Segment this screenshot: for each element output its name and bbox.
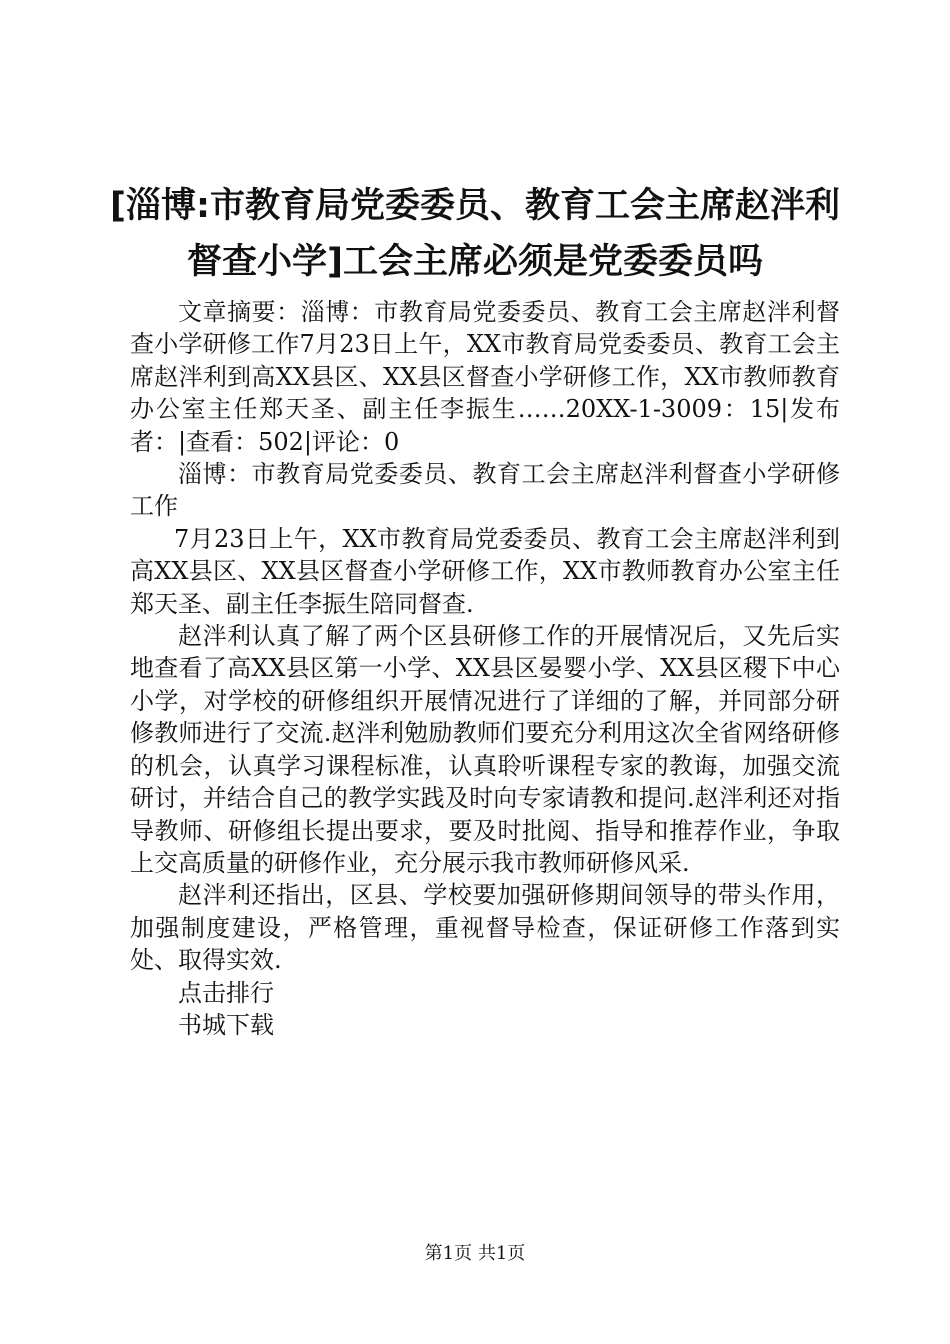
document-title: [淄博:市教育局党委委员、教育工会主席赵泮利督查小学]工会主席必须是党委委员吗 (110, 186, 840, 282)
document-body (130, 296, 840, 1041)
summary-paragraph: 文章摘要：淄博：市教育局党委委员、教育工会主席赵泮利督查小学研修工作7月23日上午，XX市教育局党委委员、教育工会主席赵泮利到高XX县区、XX县区督查小学研修工作，XX市教师教育办公室主任郑天圣、副主任李振生……20XX-1-3009：15|发布者：|查看：502|评论：0 (130, 298, 840, 456)
click-ranking-text: 点击排行 (178, 978, 274, 1007)
body-paragraph: 赵泮利还指出，区县、学校要加强研修期间领导的带头作用，加强制度建设，严格管理，重视督导检查，保证研修工作落到实处、取得实效. (130, 881, 840, 975)
body-paragraph: 赵泮利认真了解了两个区县研修工作的开展情况后，又先后实地查看了高XX县区第一小学、XX县区晏婴小学、XX县区稷下中心小学，对学校的研修组织开展情况进行了详细的了解，并同部分研修教师进行了交流.赵泮利勉励教师们要充分利用这次全省网络研修的机会，认真学习课程标准，认真聆听课程专家的教诲，加强交流研讨，并结合自己的教学实践及时向专家请教和提问.赵泮利还对指导教师、研修组长提出要求，要及时批阅、指导和推荐作业，争取上交高质量的研修作业，充分展示我市教师研修风采. (130, 622, 840, 877)
book-download-text: 书城下载 (178, 1010, 274, 1039)
page-footer: 第1页 共1页 (424, 1243, 526, 1264)
body-paragraph: 7月23日上午，XX市教育局党委委员、教育工会主席赵泮利到高XX县区、XX县区督查小学研修工作，XX市教师教育办公室主任郑天圣、副主任李振生陪同督查. (130, 524, 840, 618)
subheading-paragraph: 淄博：市教育局党委委员、教育工会主席赵泮利督查小学研修工作 (130, 460, 840, 521)
